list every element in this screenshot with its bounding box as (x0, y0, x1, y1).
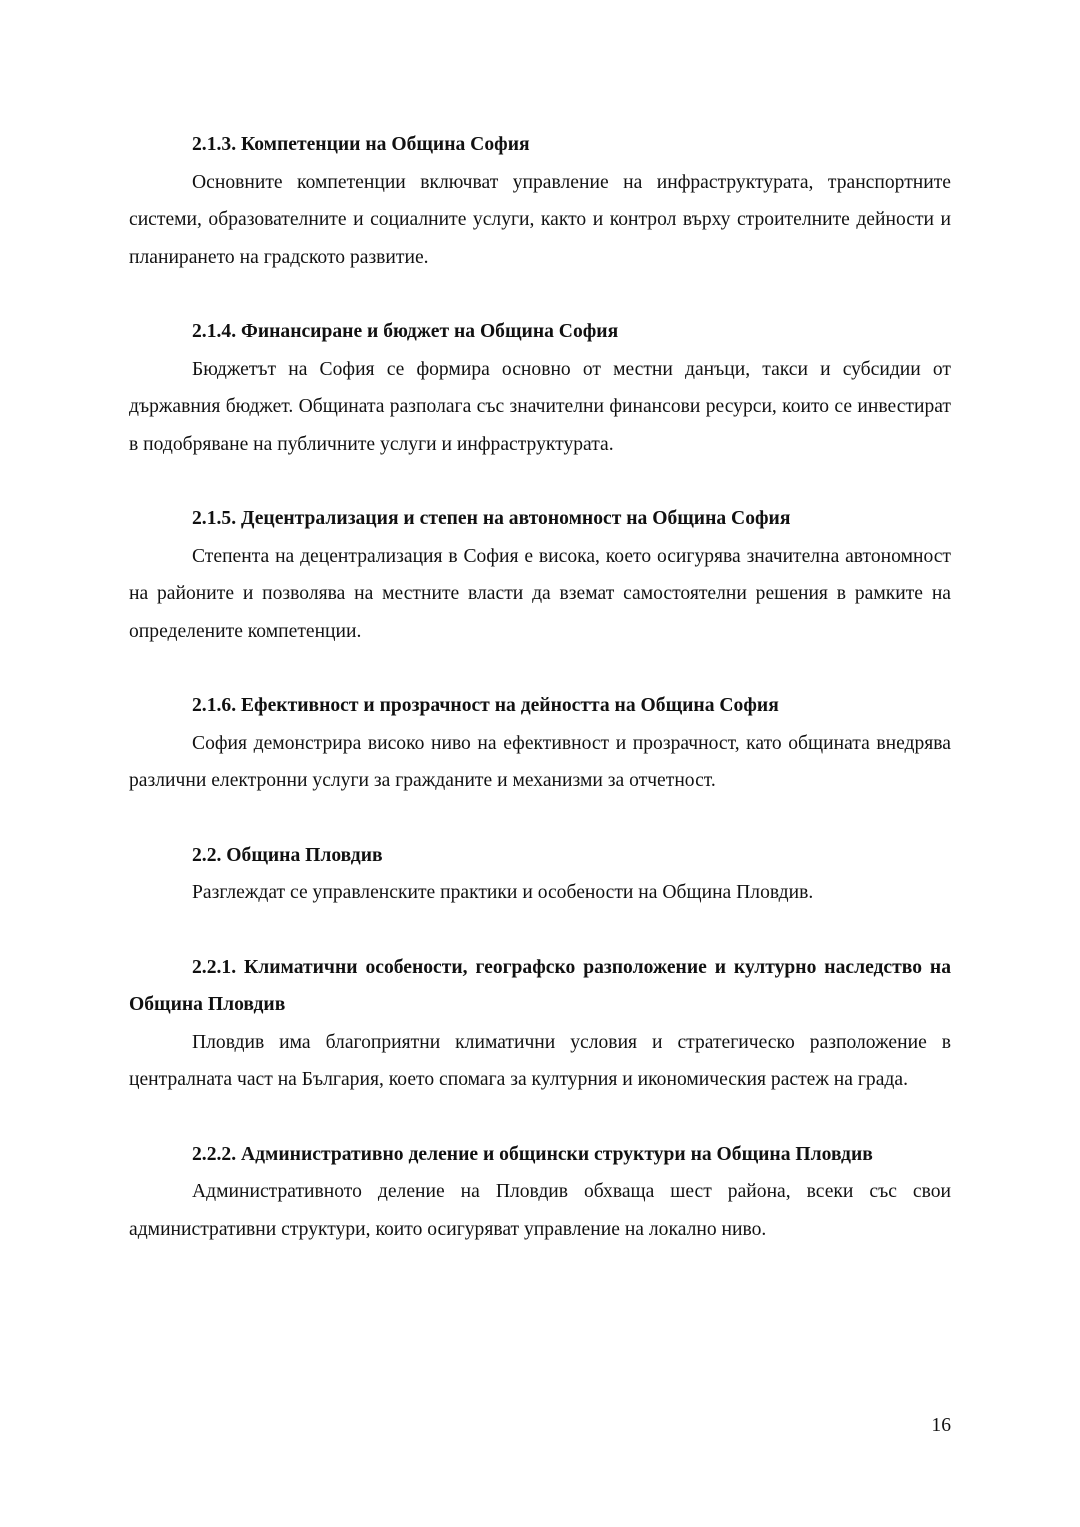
document-body (129, 126, 951, 1285)
section-paragraph: Административното деление на Пловдив обхваща шест района, всеки със свои административни структури, които осигуряват управление на локално ниво. (129, 1181, 951, 1240)
section-heading: 2.1.3. Компетенции на Община София (192, 134, 530, 155)
section-2-1-6 (129, 687, 951, 800)
section-paragraph: София демонстрира високо ниво на ефективност и прозрачност, като общината внедрява различни електронни услуги за гражданите и механизми за отчетност. (129, 732, 951, 791)
section-heading: 2.2.2. Административно деление и общински структури на Община Пловдив (192, 1143, 873, 1165)
section-heading: 2.1.6. Ефективност и прозрачност на дейността на Община София (192, 695, 779, 716)
section-2-1-5 (129, 500, 951, 650)
section-paragraph: Бюджетът на София се формира основно от местни данъци, такси и субсидии от държавния бюджет. Общината разполага със значителни финансови ресурси, които се инвестират в подобряване на публичните услуги и инфраструктурата. (129, 358, 951, 455)
section-paragraph: Степента на децентрализация в София е висока, което осигурява значителна автономност на районите и позволява на местните власти да вземат самостоятелни решения в рамките на определените компетенции. (129, 545, 951, 642)
section-paragraph: Основните компетенции включват управление на инфраструктурата, транспортните системи, образователните и социалните услуги, както и контрол върху строителните дейности и планирането на градското развитие. (129, 171, 951, 268)
section-2-2-2 (129, 1136, 951, 1249)
section-2-2-1 (129, 949, 951, 1099)
page-number: 16 (931, 1415, 951, 1436)
section-2-1-3 (129, 126, 951, 276)
section-heading: 2.1.4. Финансиране и бюджет на Община София (192, 321, 619, 342)
section-2-2 (129, 837, 951, 912)
section-paragraph: Разглеждат се управленските практики и особености на Община Пловдив. (192, 882, 814, 903)
section-heading: 2.2. Община Пловдив (192, 844, 383, 866)
section-2-1-4 (129, 313, 951, 463)
section-heading: 2.1.5. Децентрализация и степен на автономност на Община София (192, 508, 791, 529)
section-paragraph: Пловдив има благоприятни климатични условия и стратегическо разположение в централната част на България, което спомага за културния и икономическия растеж на града. (129, 1031, 951, 1090)
section-heading: 2.2.1. Климатични особености, географско разположение и културно наследство на Община Пловдив (129, 956, 951, 1015)
